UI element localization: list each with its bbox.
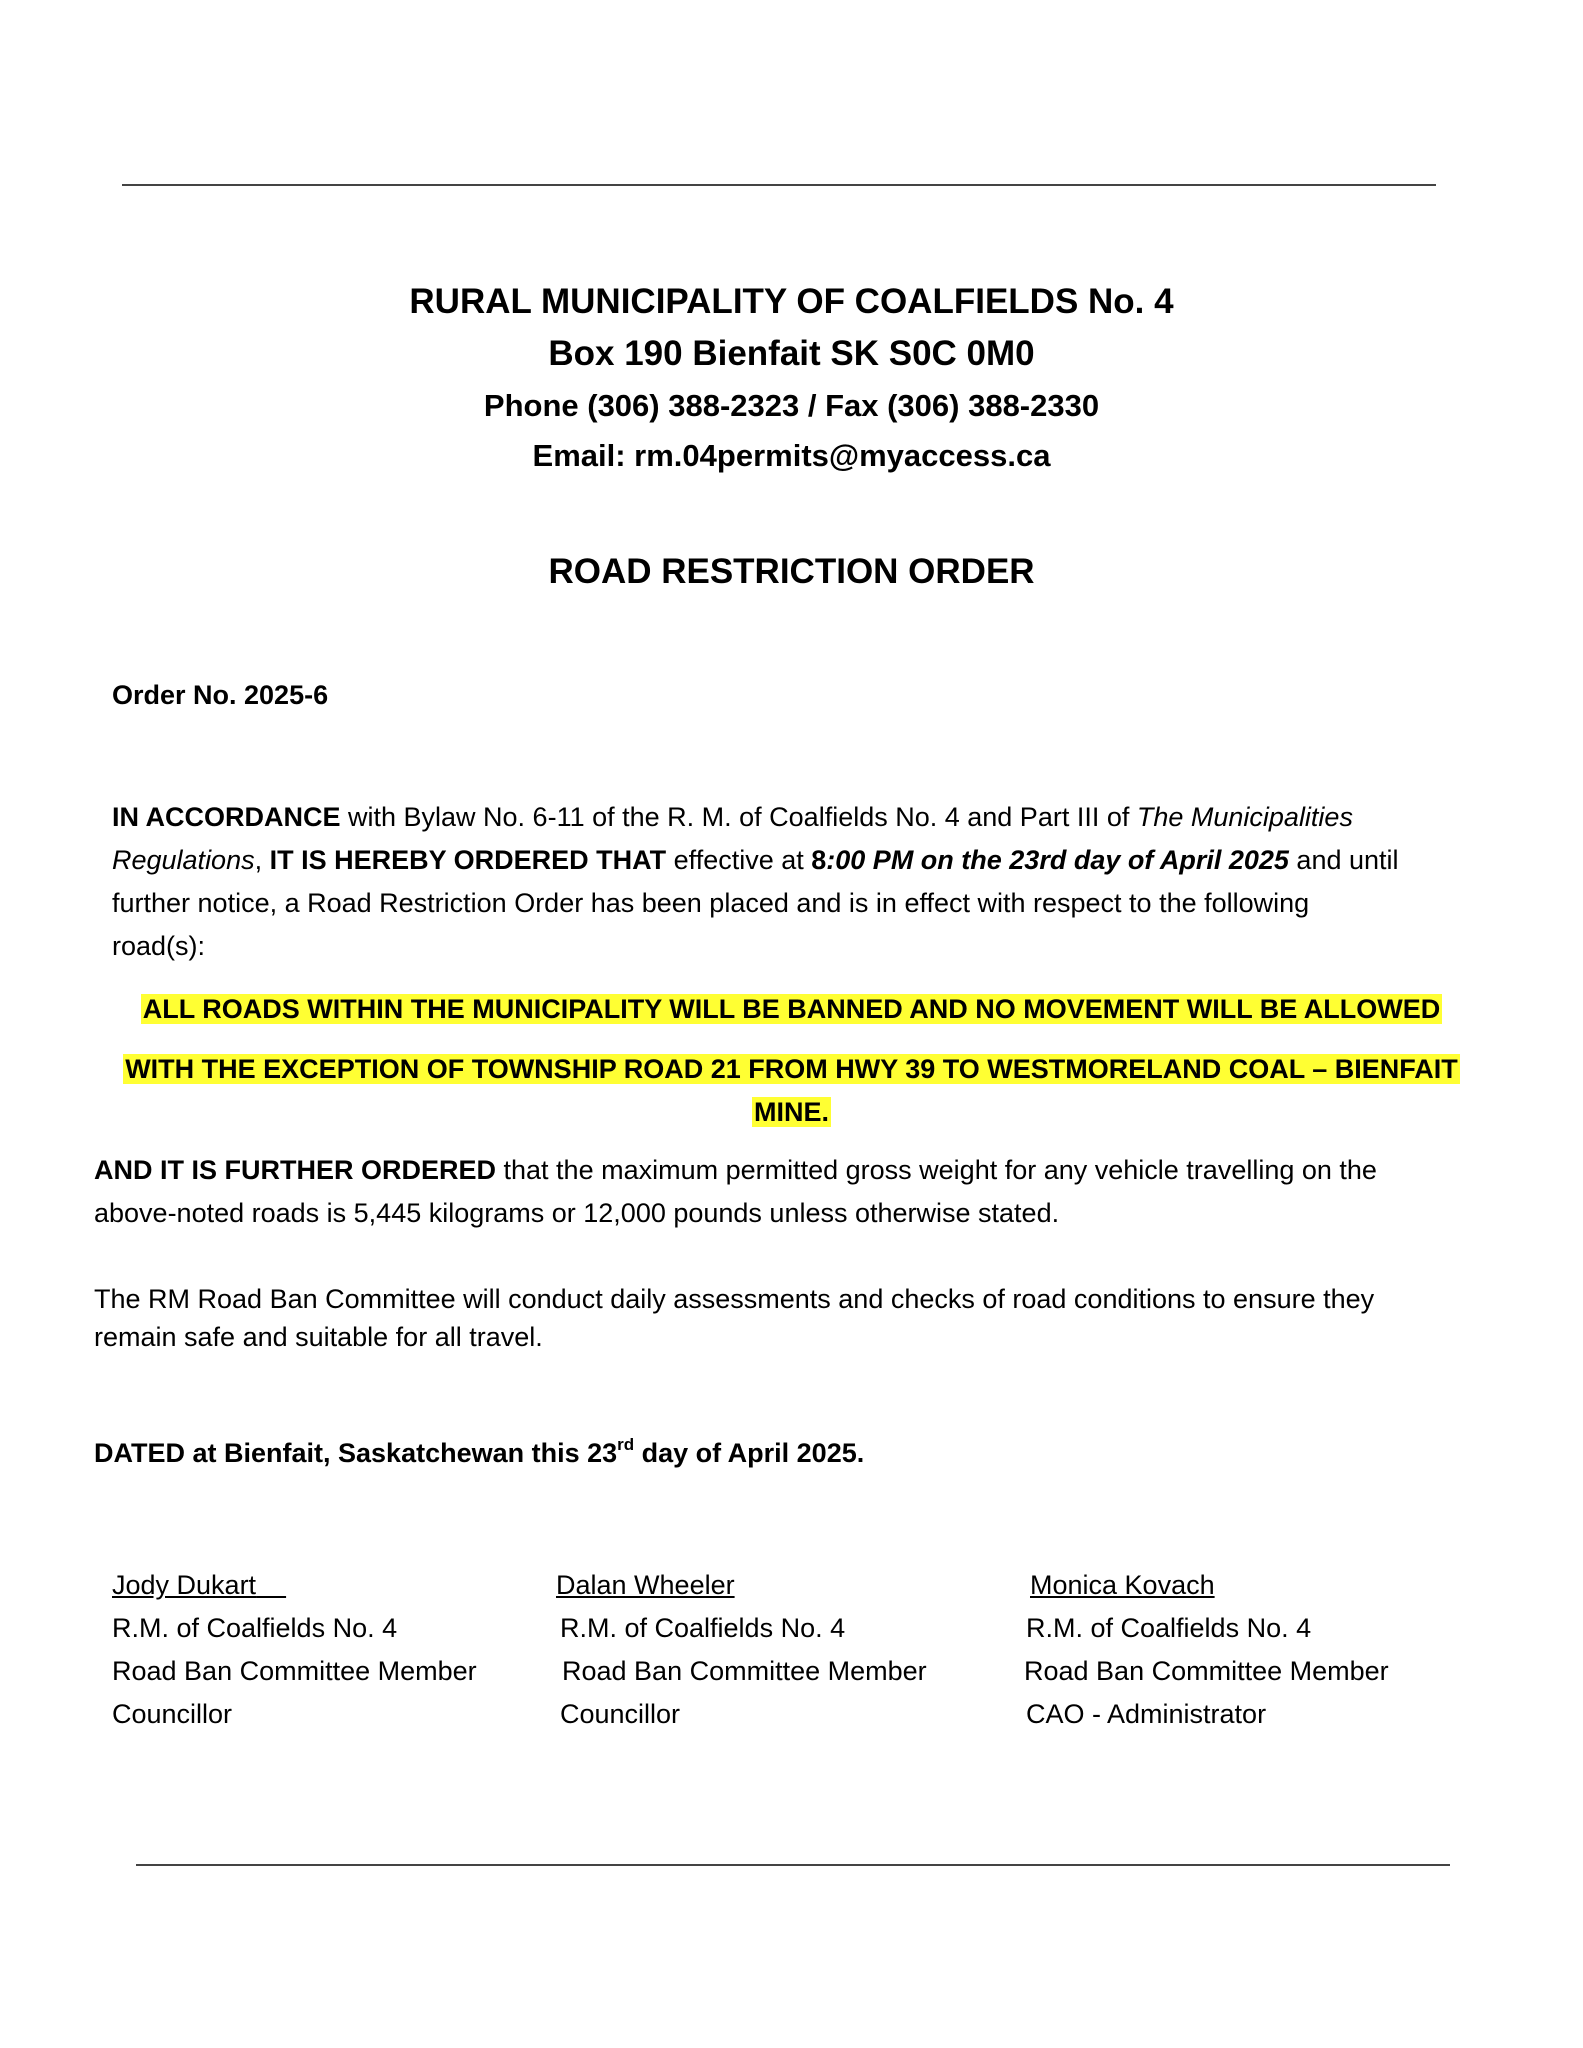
restriction-highlight-line-3 [0, 1091, 1583, 1134]
email-line: Email: rm.04permits@myaccess.ca [532, 438, 1051, 473]
until-text: and until [1288, 845, 1399, 875]
order-paragraph [112, 796, 1399, 968]
restriction-highlight-line-1 [0, 988, 1583, 1031]
bylaw-reference: with Bylaw No. 6-11 of the R. M. of Coalfields No. 4 and Part III of [340, 802, 1137, 832]
weight-paragraph-line-1 [94, 1149, 1377, 1192]
highlight-text-1: ALL ROADS WITHIN THE MUNICIPALITY WILL BE BANNED AND NO MOVEMENT WILL BE ALLOWED [142, 994, 1441, 1024]
signatory-role: Road Ban Committee Member [1024, 1656, 1389, 1686]
dated-text: DATED at Bienfait, Saskatchewan this 23 [94, 1438, 618, 1468]
committee-paragraph-line-1: The RM Road Ban Committee will conduct daily assessments and checks of road conditions to ensure they [94, 1284, 1375, 1314]
weight-text: that the maximum permitted gross weight for any vehicle travelling on the [496, 1155, 1377, 1185]
order-paragraph-line-2 [112, 839, 1399, 882]
signatory-role: Road Ban Committee Member [562, 1656, 927, 1686]
effective-at-text: effective at [666, 845, 812, 875]
weight-paragraph [94, 1149, 1377, 1235]
signatory-block [1024, 1564, 1389, 1736]
signatory-title: Councillor [112, 1699, 233, 1729]
signatory-org: R.M. of Coalfields No. 4 [1026, 1613, 1312, 1643]
dated-month-year: day of April 2025. [634, 1438, 865, 1468]
restriction-highlight-line-2 [0, 1048, 1583, 1091]
committee-paragraph [94, 1280, 1374, 1356]
signatory-org: R.M. of Coalfields No. 4 [112, 1613, 398, 1643]
signatory-org: R.M. of Coalfields No. 4 [560, 1613, 846, 1643]
municipality-name: RURAL MUNICIPALITY OF COALFIELDS No. 4 [409, 282, 1174, 321]
highlight-text-2: WITH THE EXCEPTION OF TOWNSHIP ROAD 21 FROM HWY 39 TO WESTMORELAND COAL – BIENFAIT [125, 1054, 1458, 1084]
order-paragraph-line-3: further notice, a Road Restriction Order has been placed and is in effect with respect to the following [112, 888, 1310, 918]
signatory-title: Councillor [560, 1699, 681, 1729]
regulations-title-part2: Regulations [112, 845, 255, 875]
order-paragraph-line-1 [112, 796, 1399, 839]
phone-fax: Phone (306) 388-2323 / Fax (306) 388-2330 [483, 388, 1100, 423]
bottom-divider [136, 1864, 1450, 1866]
highlight-text-3: MINE. [753, 1097, 829, 1127]
order-number: Order No. 2025-6 [112, 680, 329, 710]
hereby-ordered-label: IT IS HEREBY ORDERED THAT [269, 845, 667, 875]
effective-datetime: :00 PM on the 23rd day of April 2025 [826, 845, 1289, 875]
mailing-address: Box 190 Bienfait SK S0C 0M0 [548, 334, 1035, 373]
signatory-title: CAO - Administrator [1026, 1699, 1267, 1729]
dated-line [94, 1432, 864, 1475]
top-divider [122, 184, 1436, 186]
signatory-role: Road Ban Committee Member [112, 1656, 477, 1686]
signatory-block [556, 1564, 927, 1736]
weight-paragraph-line-2: above-noted roads is 5,445 kilograms or 12,000 pounds unless otherwise stated. [94, 1198, 1060, 1228]
signatory-name: Jody Dukart [112, 1570, 257, 1600]
further-ordered-label: AND IT IS FURTHER ORDERED [94, 1155, 497, 1185]
order-paragraph-line-4: road(s): [112, 931, 206, 961]
in-accordance-label: IN ACCORDANCE [112, 802, 341, 832]
committee-paragraph-line-2: remain safe and suitable for all travel. [94, 1322, 543, 1352]
effective-hour: 8 [811, 845, 827, 875]
document-title: ROAD RESTRICTION ORDER [548, 552, 1035, 591]
signatory-block [112, 1564, 477, 1736]
regulations-title-part1: The Municipalities [1136, 802, 1353, 832]
signatory-name: Monica Kovach [1030, 1570, 1215, 1600]
ordinal-suffix: rd [617, 1435, 635, 1454]
separator-text: , [254, 845, 270, 875]
signatory-name: Dalan Wheeler [556, 1570, 735, 1600]
